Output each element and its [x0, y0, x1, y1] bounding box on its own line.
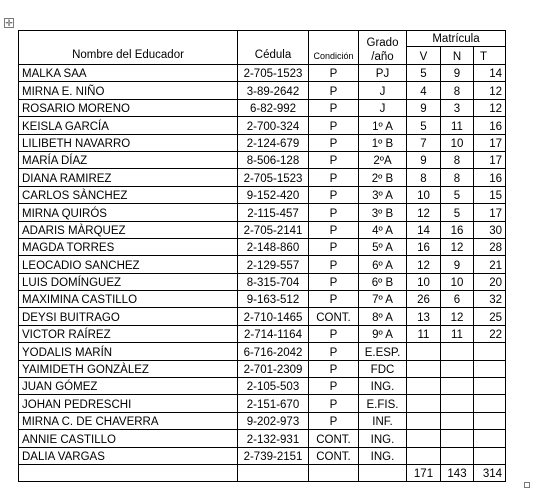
educator-name: YODALIS MARÍN: [19, 343, 238, 360]
matricula-t: 17: [474, 134, 506, 151]
matricula-n: 9: [441, 65, 474, 82]
header-t: T: [474, 46, 506, 64]
matricula-v: [407, 447, 441, 464]
educator-cedula: 2-739-2151: [238, 447, 309, 464]
table-row: [19, 99, 506, 116]
matricula-t: [474, 378, 506, 395]
educator-grado: 3º B: [359, 204, 407, 221]
educator-grado: J: [359, 82, 407, 99]
table-row: [19, 325, 506, 342]
matricula-t: [474, 395, 506, 412]
matricula-t: [474, 360, 506, 377]
educator-name: JOHAN PEDRESCHI: [19, 395, 238, 412]
educator-cedula: 9-202-973: [238, 412, 309, 429]
educator-grado: 2ºA: [359, 151, 407, 168]
educator-grado: J: [359, 99, 407, 116]
matricula-v: 5: [407, 117, 441, 134]
educator-cedula: 6-716-2042: [238, 343, 309, 360]
educator-condicion: P: [309, 238, 359, 255]
educator-cedula: 9-152-420: [238, 186, 309, 203]
educator-condicion: P: [309, 412, 359, 429]
educator-name: VICTOR RAÍREZ: [19, 325, 238, 342]
matricula-v: [407, 343, 441, 360]
matricula-v: [407, 395, 441, 412]
educator-name: DIANA RAMIREZ: [19, 169, 238, 186]
educator-cedula: 2-705-2141: [238, 221, 309, 238]
educator-cedula: 2-115-457: [238, 204, 309, 221]
total-matricula-t: 314: [474, 464, 506, 481]
educator-name: MIRNA QUIRÓS: [19, 204, 238, 221]
matricula-t: 28: [474, 238, 506, 255]
matricula-v: 7: [407, 134, 441, 151]
educator-condicion: P: [309, 325, 359, 342]
matricula-v: 9: [407, 151, 441, 168]
matricula-v: [407, 412, 441, 429]
header-matricula: Matrícula: [407, 31, 506, 47]
educator-grado: INF.: [359, 412, 407, 429]
educator-grado: 8º A: [359, 308, 407, 325]
header-n: N: [441, 46, 474, 64]
educator-grado: 6º A: [359, 256, 407, 273]
educator-cedula: 2-705-1523: [238, 65, 309, 82]
educator-grado: 7º A: [359, 291, 407, 308]
table-row: [19, 291, 506, 308]
educator-name: ROSARIO MORENO: [19, 99, 238, 116]
matricula-n: 3: [441, 99, 474, 116]
table-row: [19, 238, 506, 255]
matricula-t: 25: [474, 308, 506, 325]
matricula-v: 12: [407, 204, 441, 221]
matricula-t: 30: [474, 221, 506, 238]
educator-grado: E.ESP.: [359, 343, 407, 360]
matricula-t: 15: [474, 186, 506, 203]
matricula-v: 10: [407, 273, 441, 290]
educator-grado: ING.: [359, 378, 407, 395]
table-row: [19, 151, 506, 168]
educator-cedula: 2-710-1465: [238, 308, 309, 325]
educator-cedula: 2-124-679: [238, 134, 309, 151]
matricula-t: [474, 343, 506, 360]
matricula-t: 20: [474, 273, 506, 290]
matricula-t: [474, 430, 506, 447]
table-row: [19, 273, 506, 290]
educator-cedula: 2-700-324: [238, 117, 309, 134]
table-row: [19, 256, 506, 273]
table-row: [19, 308, 506, 325]
educator-name: YAIMIDETH GONZÀLEZ: [19, 360, 238, 377]
matricula-n: 12: [441, 238, 474, 255]
table-row: [19, 65, 506, 82]
matricula-n: 8: [441, 169, 474, 186]
educator-condicion: P: [309, 204, 359, 221]
matricula-t: [474, 447, 506, 464]
total-educator-name: [19, 464, 238, 481]
matricula-v: 13: [407, 308, 441, 325]
header-grado-line1: Grado: [366, 37, 399, 49]
table-row: [19, 186, 506, 203]
matricula-t: 21: [474, 256, 506, 273]
educator-condicion: P: [309, 134, 359, 151]
educator-name: MARÍA DÍAZ: [19, 151, 238, 168]
educator-condicion: P: [309, 256, 359, 273]
educator-name: MAGDA TORRES: [19, 238, 238, 255]
educator-grado: 2º B: [359, 169, 407, 186]
educator-roster-table: [18, 30, 506, 482]
matricula-n: [441, 360, 474, 377]
table-move-handle-icon[interactable]: ✛: [5, 18, 13, 28]
educator-condicion: P: [309, 65, 359, 82]
educator-name: DALIA VARGAS: [19, 447, 238, 464]
educator-condicion: P: [309, 273, 359, 290]
table-row: [19, 412, 506, 429]
educator-condicion: P: [309, 221, 359, 238]
header-grado-line2: /año: [371, 51, 394, 63]
matricula-n: [441, 343, 474, 360]
educator-grado: 9º A: [359, 325, 407, 342]
table-row: [19, 378, 506, 395]
table-row: [19, 221, 506, 238]
matricula-n: [441, 378, 474, 395]
educator-condicion: P: [309, 99, 359, 116]
educator-name: LILIBETH NAVARRO: [19, 134, 238, 151]
educator-name: MAXIMINA CASTILLO: [19, 291, 238, 308]
table-row: [19, 134, 506, 151]
matricula-n: [441, 412, 474, 429]
matricula-n: 11: [441, 117, 474, 134]
matricula-n: 5: [441, 186, 474, 203]
total-educator-grado: [359, 464, 407, 481]
educator-name: LUIS DOMÍNGUEZ: [19, 273, 238, 290]
educator-cedula: 2-132-931: [238, 430, 309, 447]
matricula-n: [441, 430, 474, 447]
table-row: [19, 82, 506, 99]
educator-condicion: P: [309, 343, 359, 360]
matricula-v: 26: [407, 291, 441, 308]
matricula-n: 8: [441, 82, 474, 99]
table-row: [19, 360, 506, 377]
educator-grado: FDC: [359, 360, 407, 377]
educator-grado: PJ: [359, 65, 407, 82]
educator-cedula: 2-701-2309: [238, 360, 309, 377]
educator-grado: 4º A: [359, 221, 407, 238]
educator-condicion: P: [309, 395, 359, 412]
header-condicion: Condición: [309, 31, 359, 65]
matricula-n: 11: [441, 325, 474, 342]
educator-condicion: CONT.: [309, 308, 359, 325]
educator-name: ANNIE CASTILLO: [19, 430, 238, 447]
educator-cedula: 9-163-512: [238, 291, 309, 308]
educator-condicion: P: [309, 169, 359, 186]
header-row: [19, 31, 506, 47]
educator-name: LEOCADIO SANCHEZ: [19, 256, 238, 273]
table-resize-handle-icon[interactable]: [524, 482, 530, 488]
educator-name: KEISLA GARCÍA: [19, 117, 238, 134]
educator-name: MIRNA C. DE CHAVERRA: [19, 412, 238, 429]
educator-cedula: 2-129-557: [238, 256, 309, 273]
matricula-v: [407, 430, 441, 447]
educator-grado: 1º B: [359, 134, 407, 151]
educator-name: ADARIS MÀRQUEZ: [19, 221, 238, 238]
matricula-t: 12: [474, 82, 506, 99]
educator-cedula: 8-315-704: [238, 273, 309, 290]
educator-condicion: CONT.: [309, 447, 359, 464]
educator-condicion: P: [309, 378, 359, 395]
educator-name: MIRNA E. NIÑO: [19, 82, 238, 99]
matricula-t: 12: [474, 99, 506, 116]
educator-name: DEYSI BUITRAGO: [19, 308, 238, 325]
educator-grado: 1º A: [359, 117, 407, 134]
header-v: V: [407, 46, 441, 64]
matricula-t: 32: [474, 291, 506, 308]
matricula-t: 22: [474, 325, 506, 342]
educator-cedula: 6-82-992: [238, 99, 309, 116]
matricula-n: 6: [441, 291, 474, 308]
header-cedula: Cédula: [238, 31, 309, 65]
total-educator-cedula: [238, 464, 309, 481]
educator-condicion: P: [309, 151, 359, 168]
header-nombre: Nombre del Educador: [19, 31, 238, 65]
matricula-v: 16: [407, 238, 441, 255]
matricula-v: 14: [407, 221, 441, 238]
table-row: [19, 117, 506, 134]
educator-condicion: P: [309, 360, 359, 377]
educator-grado: E.FIS.: [359, 395, 407, 412]
educator-condicion: P: [309, 117, 359, 134]
matricula-v: 10: [407, 186, 441, 203]
matricula-n: 5: [441, 204, 474, 221]
header-grado: [359, 31, 407, 65]
table-row: [19, 169, 506, 186]
matricula-t: [474, 412, 506, 429]
matricula-t: 17: [474, 151, 506, 168]
table-row: [19, 395, 506, 412]
educator-cedula: 2-705-1523: [238, 169, 309, 186]
table-row: [19, 204, 506, 221]
matricula-n: 9: [441, 256, 474, 273]
educator-cedula: 8-506-128: [238, 151, 309, 168]
matricula-n: [441, 447, 474, 464]
matricula-n: 10: [441, 273, 474, 290]
matricula-t: 16: [474, 169, 506, 186]
matricula-n: 16: [441, 221, 474, 238]
total-matricula-v: 171: [407, 464, 441, 481]
table-row: [19, 430, 506, 447]
matricula-v: 12: [407, 256, 441, 273]
matricula-v: [407, 360, 441, 377]
educator-condicion: P: [309, 186, 359, 203]
matricula-v: 8: [407, 169, 441, 186]
educator-cedula: 2-151-670: [238, 395, 309, 412]
educator-name: CARLOS SÀNCHEZ: [19, 186, 238, 203]
educator-grado: 5º A: [359, 238, 407, 255]
table-row: [19, 343, 506, 360]
educator-cedula: 2-148-860: [238, 238, 309, 255]
matricula-n: 8: [441, 151, 474, 168]
educator-grado: ING.: [359, 447, 407, 464]
matricula-n: [441, 395, 474, 412]
educator-condicion: CONT.: [309, 430, 359, 447]
educator-grado: ING.: [359, 430, 407, 447]
matricula-t: 17: [474, 204, 506, 221]
total-educator-condicion: [309, 464, 359, 481]
educator-condicion: P: [309, 82, 359, 99]
totals-row: [19, 464, 506, 481]
educator-cedula: 3-89-2642: [238, 82, 309, 99]
matricula-v: 4: [407, 82, 441, 99]
educator-grado: 3º A: [359, 186, 407, 203]
matricula-n: 10: [441, 134, 474, 151]
educator-cedula: 2-714-1164: [238, 325, 309, 342]
matricula-n: 12: [441, 308, 474, 325]
educator-condicion: P: [309, 291, 359, 308]
matricula-v: 11: [407, 325, 441, 342]
matricula-t: 16: [474, 117, 506, 134]
matricula-v: 9: [407, 99, 441, 116]
educator-name: MALKA SAA: [19, 65, 238, 82]
educator-cedula: 2-105-503: [238, 378, 309, 395]
table-row: [19, 447, 506, 464]
matricula-v: [407, 378, 441, 395]
total-matricula-n: 143: [441, 464, 474, 481]
matricula-t: 14: [474, 65, 506, 82]
educator-name: JUAN GÓMEZ: [19, 378, 238, 395]
educator-grado: 6º B: [359, 273, 407, 290]
matricula-v: 5: [407, 65, 441, 82]
